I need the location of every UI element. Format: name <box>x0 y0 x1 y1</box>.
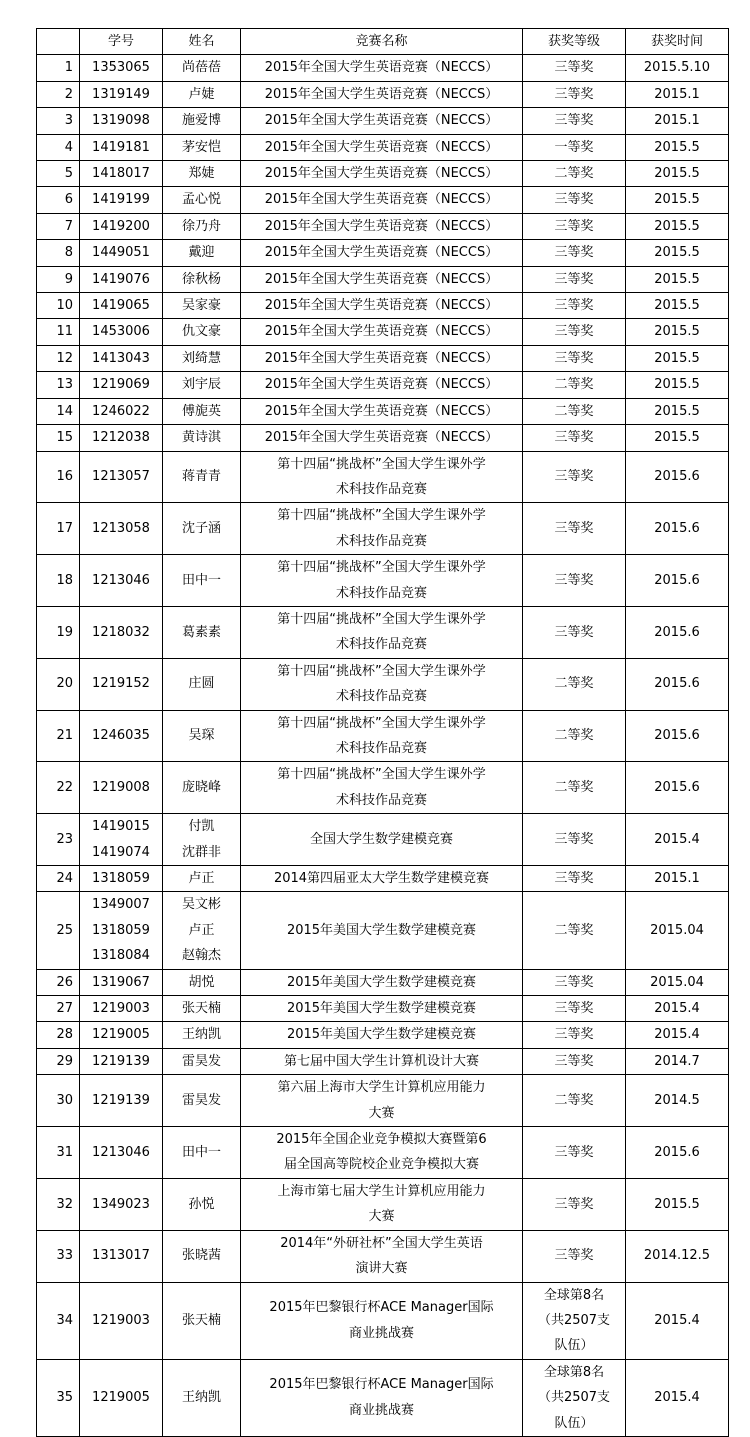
row-index-cell: 32 <box>37 1178 80 1230</box>
award-cell: 三等奖 <box>523 319 626 345</box>
student-id-cell: 1219069 <box>80 372 163 398</box>
student-name-cell: 仇文豪 <box>163 319 241 345</box>
award-cell: 三等奖 <box>523 866 626 892</box>
student-id-cell: 1246022 <box>80 398 163 424</box>
row-index-cell: 8 <box>37 240 80 266</box>
date-cell: 2015.6 <box>626 1127 729 1179</box>
table-row <box>37 451 729 503</box>
competition-cell: 2015年全国大学生英语竞赛（NECCS） <box>241 398 523 424</box>
award-cell: 三等奖 <box>523 969 626 995</box>
date-cell: 2014.12.5 <box>626 1230 729 1282</box>
table-row <box>37 240 729 266</box>
row-index-cell: 30 <box>37 1075 80 1127</box>
row-index-cell: 14 <box>37 398 80 424</box>
competition-cell: 第十四届“挑战杯”全国大学生课外学 术科技作品竞赛 <box>241 555 523 607</box>
award-cell: 二等奖 <box>523 710 626 762</box>
competition-cell: 2015年全国大学生英语竞赛（NECCS） <box>241 266 523 292</box>
award-cell: 三等奖 <box>523 293 626 319</box>
date-cell: 2015.6 <box>626 555 729 607</box>
student-name-cell: 刘宇辰 <box>163 372 241 398</box>
competition-cell: 2015年全国大学生英语竞赛（NECCS） <box>241 372 523 398</box>
award-cell: 二等奖 <box>523 372 626 398</box>
row-index-cell: 27 <box>37 996 80 1022</box>
date-cell: 2015.5 <box>626 187 729 213</box>
student-name-cell: 沈子涵 <box>163 503 241 555</box>
date-cell: 2015.04 <box>626 892 729 969</box>
student-id-cell: 1213058 <box>80 503 163 555</box>
student-name-cell: 付凯 沈群非 <box>163 814 241 866</box>
competition-cell: 上海市第七届大学生计算机应用能力 大赛 <box>241 1178 523 1230</box>
student-id-cell: 1219139 <box>80 1048 163 1074</box>
header-student-id: 学号 <box>80 29 163 55</box>
student-id-cell: 1219003 <box>80 996 163 1022</box>
competition-cell: 第六届上海市大学生计算机应用能力 大赛 <box>241 1075 523 1127</box>
row-index-cell: 7 <box>37 213 80 239</box>
row-index-cell: 31 <box>37 1127 80 1179</box>
row-index-cell: 10 <box>37 293 80 319</box>
competition-cell: 第十四届“挑战杯”全国大学生课外学 术科技作品竞赛 <box>241 762 523 814</box>
award-table <box>36 28 729 1437</box>
header-competition: 竞赛名称 <box>241 29 523 55</box>
award-cell: 三等奖 <box>523 503 626 555</box>
award-cell: 二等奖 <box>523 762 626 814</box>
date-cell: 2015.4 <box>626 996 729 1022</box>
student-id-cell: 1219008 <box>80 762 163 814</box>
table-row <box>37 213 729 239</box>
date-cell: 2015.5 <box>626 345 729 371</box>
student-id-cell: 1319149 <box>80 81 163 107</box>
student-id-cell: 1319067 <box>80 969 163 995</box>
student-name-cell: 田中一 <box>163 1127 241 1179</box>
row-index-cell: 24 <box>37 866 80 892</box>
student-id-cell: 1419181 <box>80 134 163 160</box>
date-cell: 2015.5 <box>626 1178 729 1230</box>
row-index-cell: 35 <box>37 1359 80 1436</box>
student-id-cell: 1453006 <box>80 319 163 345</box>
student-name-cell: 黄诗淇 <box>163 425 241 451</box>
student-name-cell: 吴文彬 卢正 赵翰杰 <box>163 892 241 969</box>
competition-cell: 2015年美国大学生数学建模竞赛 <box>241 996 523 1022</box>
student-id-cell: 1418017 <box>80 161 163 187</box>
student-id-cell: 1318059 <box>80 866 163 892</box>
row-index-cell: 11 <box>37 319 80 345</box>
competition-cell: 2015年全国大学生英语竞赛（NECCS） <box>241 293 523 319</box>
award-cell: 全球第8名 （共2507支 队伍） <box>523 1282 626 1359</box>
table-row <box>37 1230 729 1282</box>
table-row <box>37 1048 729 1074</box>
student-id-cell: 1246035 <box>80 710 163 762</box>
date-cell: 2015.6 <box>626 710 729 762</box>
table-row <box>37 969 729 995</box>
table-row <box>37 134 729 160</box>
date-cell: 2015.1 <box>626 866 729 892</box>
award-cell: 三等奖 <box>523 187 626 213</box>
student-id-cell: 1319098 <box>80 108 163 134</box>
date-cell: 2015.5.10 <box>626 55 729 81</box>
table-row <box>37 892 729 969</box>
student-name-cell: 张天楠 <box>163 1282 241 1359</box>
award-table-sheet <box>36 28 728 1437</box>
row-index-cell: 18 <box>37 555 80 607</box>
student-name-cell: 戴迎 <box>163 240 241 266</box>
student-id-cell: 1219003 <box>80 1282 163 1359</box>
row-index-cell: 6 <box>37 187 80 213</box>
row-index-cell: 2 <box>37 81 80 107</box>
header-date: 获奖时间 <box>626 29 729 55</box>
competition-cell: 2015年巴黎银行杯ACE Manager国际 商业挑战赛 <box>241 1359 523 1436</box>
competition-cell: 2015年全国大学生英语竞赛（NECCS） <box>241 108 523 134</box>
row-index-cell: 1 <box>37 55 80 81</box>
date-cell: 2015.4 <box>626 1359 729 1436</box>
student-name-cell: 张晓茜 <box>163 1230 241 1282</box>
award-cell: 三等奖 <box>523 108 626 134</box>
row-index-cell: 12 <box>37 345 80 371</box>
competition-cell: 第七届中国大学生计算机设计大赛 <box>241 1048 523 1074</box>
header-index <box>37 29 80 55</box>
table-row <box>37 1359 729 1436</box>
award-cell: 二等奖 <box>523 1075 626 1127</box>
student-id-cell: 1213046 <box>80 1127 163 1179</box>
competition-cell: 2014年“外研社杯”全国大学生英语 演讲大赛 <box>241 1230 523 1282</box>
competition-cell: 第十四届“挑战杯”全国大学生课外学 术科技作品竞赛 <box>241 606 523 658</box>
award-cell: 三等奖 <box>523 996 626 1022</box>
table-row <box>37 996 729 1022</box>
table-row <box>37 345 729 371</box>
competition-cell: 2015年全国大学生英语竞赛（NECCS） <box>241 55 523 81</box>
row-index-cell: 29 <box>37 1048 80 1074</box>
date-cell: 2014.7 <box>626 1048 729 1074</box>
student-name-cell: 葛素素 <box>163 606 241 658</box>
student-name-cell: 蒋青青 <box>163 451 241 503</box>
competition-cell: 2015年全国大学生英语竞赛（NECCS） <box>241 240 523 266</box>
competition-cell: 2015年全国企业竞争模拟大赛暨第6 届全国高等院校企业竞争模拟大赛 <box>241 1127 523 1179</box>
competition-cell: 第十四届“挑战杯”全国大学生课外学 术科技作品竞赛 <box>241 658 523 710</box>
award-cell: 全球第8名 （共2507支 队伍） <box>523 1359 626 1436</box>
student-id-cell: 1219005 <box>80 1359 163 1436</box>
student-name-cell: 刘绮慧 <box>163 345 241 371</box>
award-cell: 三等奖 <box>523 266 626 292</box>
award-cell: 三等奖 <box>523 81 626 107</box>
date-cell: 2015.4 <box>626 1022 729 1048</box>
table-row <box>37 555 729 607</box>
row-index-cell: 19 <box>37 606 80 658</box>
date-cell: 2015.5 <box>626 398 729 424</box>
award-cell: 三等奖 <box>523 451 626 503</box>
student-name-cell: 田中一 <box>163 555 241 607</box>
table-body <box>37 55 729 1437</box>
table-row <box>37 187 729 213</box>
student-id-cell: 1419199 <box>80 187 163 213</box>
date-cell: 2015.6 <box>626 606 729 658</box>
date-cell: 2015.1 <box>626 81 729 107</box>
student-id-cell: 1313017 <box>80 1230 163 1282</box>
header-name: 姓名 <box>163 29 241 55</box>
student-name-cell: 雷昊发 <box>163 1075 241 1127</box>
award-cell: 三等奖 <box>523 213 626 239</box>
row-index-cell: 16 <box>37 451 80 503</box>
row-index-cell: 34 <box>37 1282 80 1359</box>
table-row <box>37 293 729 319</box>
table-row <box>37 1178 729 1230</box>
student-id-cell: 1212038 <box>80 425 163 451</box>
student-name-cell: 徐乃舟 <box>163 213 241 239</box>
table-row <box>37 398 729 424</box>
date-cell: 2015.6 <box>626 658 729 710</box>
student-name-cell: 郑婕 <box>163 161 241 187</box>
competition-cell: 2015年全国大学生英语竞赛（NECCS） <box>241 187 523 213</box>
row-index-cell: 28 <box>37 1022 80 1048</box>
competition-cell: 2015年巴黎银行杯ACE Manager国际 商业挑战赛 <box>241 1282 523 1359</box>
student-name-cell: 庞晓峰 <box>163 762 241 814</box>
row-index-cell: 4 <box>37 134 80 160</box>
student-name-cell: 孟心悦 <box>163 187 241 213</box>
header-row <box>37 29 729 55</box>
student-name-cell: 吴家豪 <box>163 293 241 319</box>
student-name-cell: 王纳凯 <box>163 1022 241 1048</box>
competition-cell: 全国大学生数学建模竞赛 <box>241 814 523 866</box>
date-cell: 2015.1 <box>626 108 729 134</box>
row-index-cell: 5 <box>37 161 80 187</box>
student-id-cell: 1213057 <box>80 451 163 503</box>
table-row <box>37 1075 729 1127</box>
table-row <box>37 266 729 292</box>
row-index-cell: 21 <box>37 710 80 762</box>
table-row <box>37 319 729 345</box>
student-name-cell: 傅旎英 <box>163 398 241 424</box>
row-index-cell: 22 <box>37 762 80 814</box>
row-index-cell: 13 <box>37 372 80 398</box>
student-name-cell: 卢正 <box>163 866 241 892</box>
student-id-cell: 1219005 <box>80 1022 163 1048</box>
table-row <box>37 658 729 710</box>
date-cell: 2015.5 <box>626 372 729 398</box>
table-row <box>37 866 729 892</box>
award-cell: 三等奖 <box>523 345 626 371</box>
date-cell: 2015.5 <box>626 134 729 160</box>
student-id-cell: 1449051 <box>80 240 163 266</box>
date-cell: 2015.5 <box>626 425 729 451</box>
table-row <box>37 161 729 187</box>
date-cell: 2015.5 <box>626 319 729 345</box>
row-index-cell: 17 <box>37 503 80 555</box>
student-name-cell: 王纳凯 <box>163 1359 241 1436</box>
student-name-cell: 徐秋杨 <box>163 266 241 292</box>
row-index-cell: 15 <box>37 425 80 451</box>
award-cell: 三等奖 <box>523 240 626 266</box>
date-cell: 2015.4 <box>626 814 729 866</box>
row-index-cell: 23 <box>37 814 80 866</box>
row-index-cell: 20 <box>37 658 80 710</box>
student-id-cell: 1219152 <box>80 658 163 710</box>
award-cell: 三等奖 <box>523 1178 626 1230</box>
row-index-cell: 3 <box>37 108 80 134</box>
student-name-cell: 尚蓓蓓 <box>163 55 241 81</box>
date-cell: 2015.6 <box>626 762 729 814</box>
table-row <box>37 1127 729 1179</box>
award-cell: 三等奖 <box>523 1022 626 1048</box>
student-id-cell: 1353065 <box>80 55 163 81</box>
table-row <box>37 1282 729 1359</box>
student-id-cell: 1419200 <box>80 213 163 239</box>
date-cell: 2015.5 <box>626 213 729 239</box>
student-name-cell: 庄圆 <box>163 658 241 710</box>
date-cell: 2015.6 <box>626 451 729 503</box>
student-name-cell: 茅安恺 <box>163 134 241 160</box>
date-cell: 2014.5 <box>626 1075 729 1127</box>
student-id-cell: 1419015 1419074 <box>80 814 163 866</box>
student-name-cell: 雷昊发 <box>163 1048 241 1074</box>
student-id-cell: 1213046 <box>80 555 163 607</box>
table-row <box>37 710 729 762</box>
student-id-cell: 1349007 1318059 1318084 <box>80 892 163 969</box>
award-cell: 三等奖 <box>523 1230 626 1282</box>
student-id-cell: 1413043 <box>80 345 163 371</box>
table-row <box>37 425 729 451</box>
student-name-cell: 施爱博 <box>163 108 241 134</box>
award-cell: 一等奖 <box>523 134 626 160</box>
row-index-cell: 33 <box>37 1230 80 1282</box>
student-id-cell: 1419076 <box>80 266 163 292</box>
table-row <box>37 814 729 866</box>
award-cell: 三等奖 <box>523 1127 626 1179</box>
student-id-cell: 1349023 <box>80 1178 163 1230</box>
header-award: 获奖等级 <box>523 29 626 55</box>
award-cell: 三等奖 <box>523 55 626 81</box>
competition-cell: 2015年美国大学生数学建模竞赛 <box>241 969 523 995</box>
date-cell: 2015.5 <box>626 161 729 187</box>
award-cell: 二等奖 <box>523 658 626 710</box>
competition-cell: 2015年美国大学生数学建模竞赛 <box>241 892 523 969</box>
competition-cell: 2015年全国大学生英语竞赛（NECCS） <box>241 81 523 107</box>
award-cell: 三等奖 <box>523 425 626 451</box>
student-name-cell: 张天楠 <box>163 996 241 1022</box>
date-cell: 2015.5 <box>626 240 729 266</box>
award-cell: 三等奖 <box>523 555 626 607</box>
competition-cell: 2015年全国大学生英语竞赛（NECCS） <box>241 213 523 239</box>
table-row <box>37 503 729 555</box>
competition-cell: 第十四届“挑战杯”全国大学生课外学 术科技作品竞赛 <box>241 451 523 503</box>
student-id-cell: 1218032 <box>80 606 163 658</box>
award-cell: 三等奖 <box>523 606 626 658</box>
competition-cell: 2015年美国大学生数学建模竞赛 <box>241 1022 523 1048</box>
award-cell: 二等奖 <box>523 892 626 969</box>
row-index-cell: 25 <box>37 892 80 969</box>
date-cell: 2015.6 <box>626 503 729 555</box>
date-cell: 2015.04 <box>626 969 729 995</box>
date-cell: 2015.5 <box>626 293 729 319</box>
table-row <box>37 1022 729 1048</box>
row-index-cell: 26 <box>37 969 80 995</box>
competition-cell: 2015年全国大学生英语竞赛（NECCS） <box>241 345 523 371</box>
table-row <box>37 81 729 107</box>
competition-cell: 2014第四届亚太大学生数学建模竞赛 <box>241 866 523 892</box>
award-cell: 三等奖 <box>523 1048 626 1074</box>
award-cell: 三等奖 <box>523 814 626 866</box>
table-row <box>37 606 729 658</box>
award-cell: 二等奖 <box>523 161 626 187</box>
student-name-cell: 孙悦 <box>163 1178 241 1230</box>
competition-cell: 第十四届“挑战杯”全国大学生课外学 术科技作品竞赛 <box>241 503 523 555</box>
date-cell: 2015.4 <box>626 1282 729 1359</box>
table-row <box>37 108 729 134</box>
competition-cell: 2015年全国大学生英语竞赛（NECCS） <box>241 161 523 187</box>
award-cell: 二等奖 <box>523 398 626 424</box>
row-index-cell: 9 <box>37 266 80 292</box>
competition-cell: 第十四届“挑战杯”全国大学生课外学 术科技作品竞赛 <box>241 710 523 762</box>
table-row <box>37 762 729 814</box>
table-row <box>37 372 729 398</box>
student-name-cell: 卢婕 <box>163 81 241 107</box>
student-name-cell: 吴琛 <box>163 710 241 762</box>
table-row <box>37 55 729 81</box>
student-id-cell: 1219139 <box>80 1075 163 1127</box>
student-id-cell: 1419065 <box>80 293 163 319</box>
competition-cell: 2015年全国大学生英语竞赛（NECCS） <box>241 319 523 345</box>
competition-cell: 2015年全国大学生英语竞赛（NECCS） <box>241 134 523 160</box>
student-name-cell: 胡悦 <box>163 969 241 995</box>
competition-cell: 2015年全国大学生英语竞赛（NECCS） <box>241 425 523 451</box>
date-cell: 2015.5 <box>626 266 729 292</box>
